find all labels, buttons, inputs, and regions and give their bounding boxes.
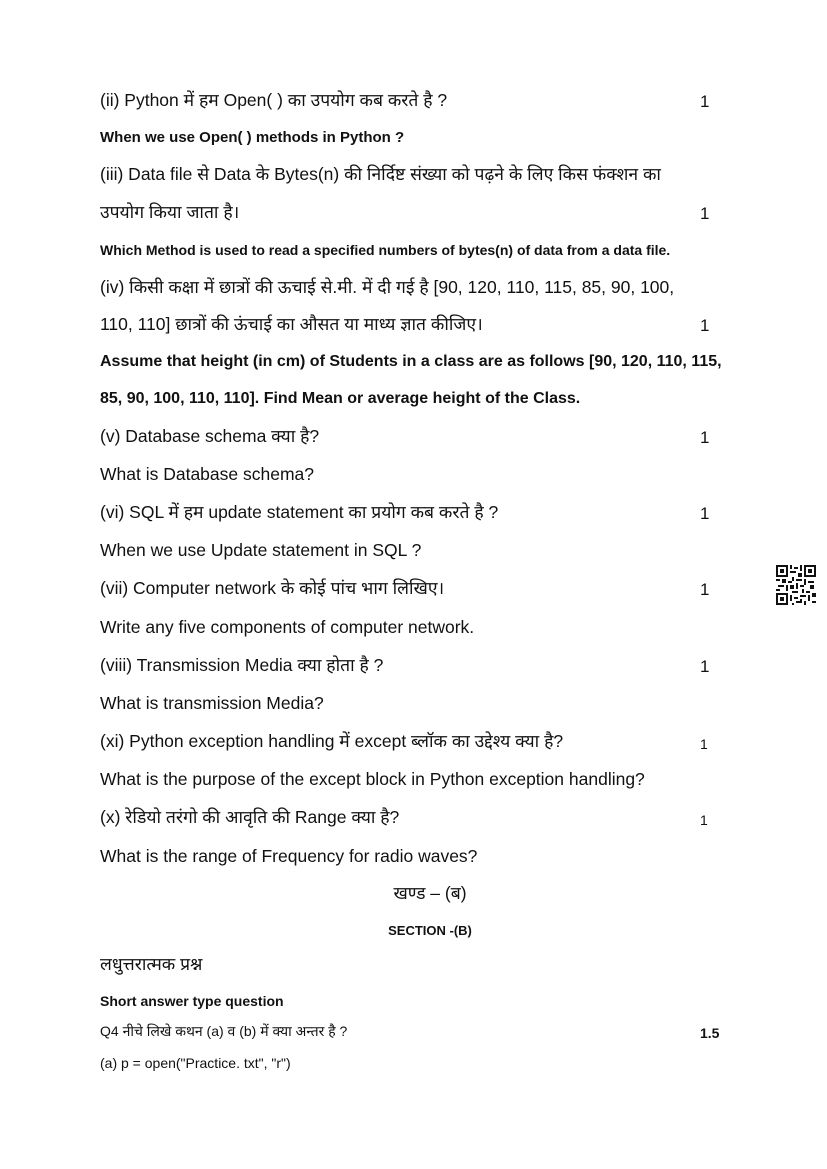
question-iii-marks: 1 [700, 204, 710, 223]
qr-code-icon [776, 565, 816, 605]
question-viii-hindi: (viii) Transmission Media क्या होता है ? [100, 655, 384, 675]
question-iii-english: Which Method is used to read a specified numbers of bytes(n) of data from a data file. [100, 242, 671, 258]
question-v-hindi: (v) Database schema क्या है? [100, 426, 320, 446]
question-xi-hindi: (xi) Python exception handling में except ब्लॉक का उद्देश्य क्या है? [100, 731, 564, 751]
question-type-english: Short answer type question [100, 993, 284, 1009]
question-type-hindi: लधुत्तरात्मक प्रश्न [100, 954, 203, 974]
question-ii-hindi: (ii) Python में हम Open( ) का उपयोग कब करते है ? [100, 90, 448, 110]
q4-part-a: (a) p = open("Practice. txt", "r") [100, 1055, 291, 1071]
question-x-english: What is the range of Frequency for radio waves? [100, 846, 478, 866]
question-v-marks: 1 [700, 428, 710, 447]
question-vii-english: Write any five components of computer network. [100, 617, 475, 637]
question-iv-english-line1: Assume that height (in cm) of Students in a class are as follows [90, 120, 110, 115, [100, 353, 722, 370]
question-x-hindi: (x) रेडियो तरंगो की आवृति की Range क्या है? [100, 807, 400, 827]
question-vi-english: When we use Update statement in SQL ? [100, 540, 422, 560]
question-vi-marks: 1 [700, 504, 710, 523]
question-viii-english: What is transmission Media? [100, 693, 324, 713]
section-heading-hindi: खण्ड – (ब) [393, 883, 467, 903]
q4-question: Q4 नीचे लिखे कथन (a) व (b) में क्या अन्तर है ? [100, 1023, 348, 1039]
question-iv-hindi-line1: (iv) किसी कक्षा में छात्रों की ऊचाई से.मी. में दी गई है [90, 120, 110, 115, 85, 90, 100, [100, 277, 675, 297]
question-vii-hindi: (vii) Computer network के कोई पांच भाग लिखिए। [100, 578, 445, 598]
question-v-english: What is Database schema? [100, 464, 314, 484]
question-xi-english: What is the purpose of the except block in Python exception handling? [100, 769, 645, 789]
question-iv-hindi-line2: 110, 110] छात्रों की ऊंचाई का औसत या माध्य ज्ञात कीजिए। [100, 314, 483, 334]
question-viii-marks: 1 [700, 657, 710, 676]
question-iii-hindi-line2: उपयोग किया जाता है। [100, 202, 240, 222]
section-heading-english: SECTION -(B) [388, 923, 472, 938]
question-x-marks: 1 [700, 812, 708, 828]
question-iv-english-line2: 85, 90, 100, 110, 110]. Find Mean or average height of the Class. [100, 390, 581, 407]
question-iv-marks: 1 [700, 316, 710, 335]
question-iii-hindi-line1: (iii) Data file से Data के Bytes(n) की निर्दिष्ट संख्या को पढ़ने के लिए किस फंक्शन का [100, 164, 661, 184]
question-vi-hindi: (vi) SQL में हम update statement का प्रयोग कब करते है ? [100, 502, 499, 522]
question-ii-marks: 1 [700, 92, 710, 111]
question-vii-marks: 1 [700, 580, 710, 599]
q4-marks: 1.5 [700, 1025, 720, 1041]
question-ii-english: When we use Open( ) methods in Python ? [100, 129, 405, 146]
question-xi-marks: 1 [700, 736, 708, 752]
